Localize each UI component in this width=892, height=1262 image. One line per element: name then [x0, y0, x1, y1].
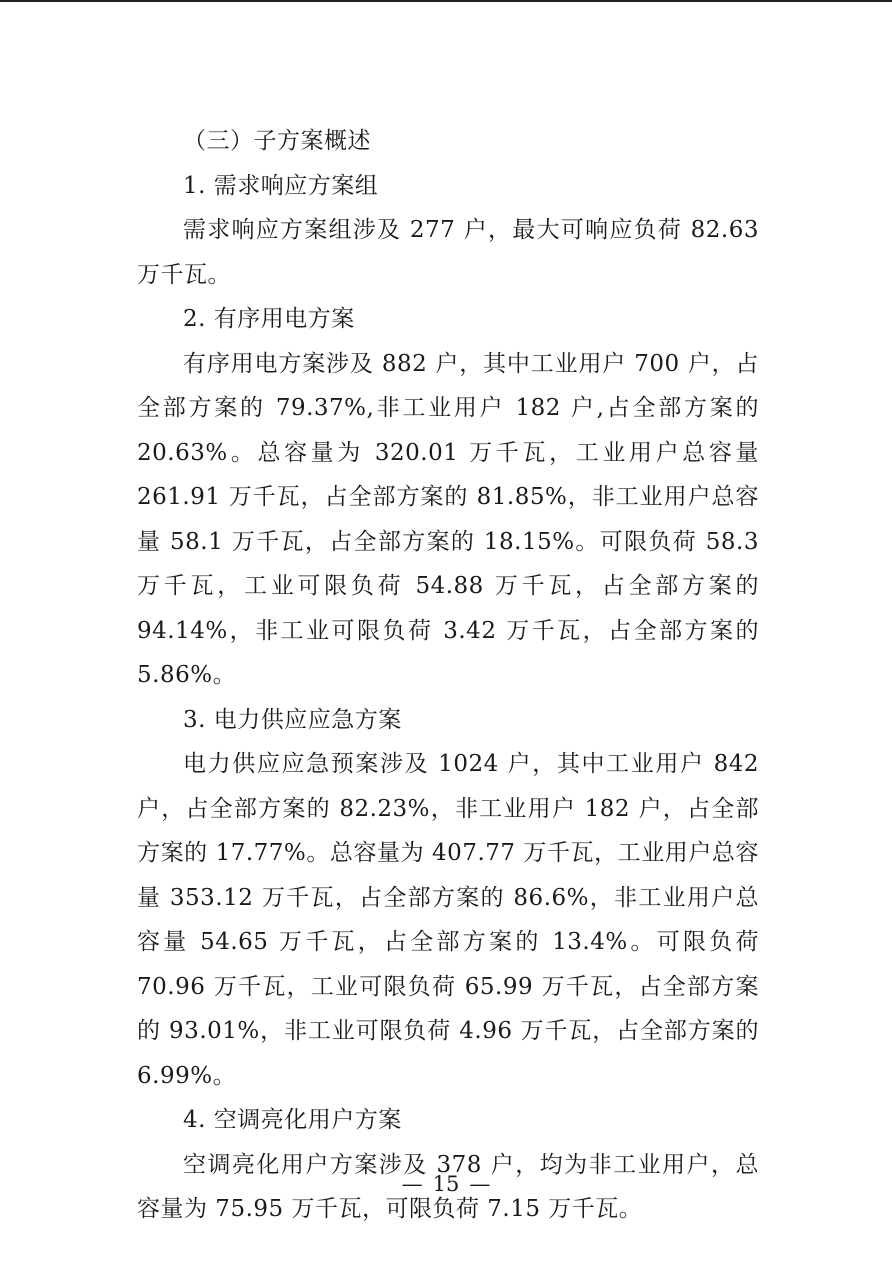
subsection-body-2: 有序用电方案涉及 882 户，其中工业用户 700 户，占全部方案的 79.37%,非工业用户 182 户,占全部方案的 20.63%。总容量为 320.01 万千瓦，工业用户总容量 261.91 万千瓦，占全部方案的 81.85%，非工业用户总容量 58.1 万千瓦，占全部方案的 18.15%。可限负荷 58.3 万千瓦，工业可限负荷 54.88 万千瓦，占全部方案的 94.14%，非工业可限负荷 3.42 万千瓦，占全部方案的 5.86%。 — [137, 350, 759, 688]
page-content — [137, 119, 759, 1232]
subsection-body-3: 电力供应应急预案涉及 1024 户，其中工业用户 842 户，占全部方案的 82.23%，非工业用户 182 户，占全部方案的 17.77%。总容量为 407.77 万千瓦，工业用户总容量 353.12 万千瓦，占全部方案的 86.6%，非工业用户总容量 54.65 万千瓦，占全部方案的 13.4%。可限负荷 70.96 万千瓦，工业可限负荷 65.99 万千瓦，占全部方案的 93.01%，非工业可限负荷 4.96 万千瓦，占全部方案的 6.99%。 — [137, 751, 759, 1089]
subsection-heading-4: 4. 空调亮化用户方案 — [183, 1107, 402, 1133]
subsection-heading-2: 2. 有序用电方案 — [183, 306, 355, 332]
footer-dash-right: — — [469, 1172, 491, 1196]
subsection-body-4: 空调亮化用户方案涉及 378 户，均为非工业用户，总容量为 75.95 万千瓦，可限负荷 7.15 万千瓦。 — [137, 1151, 759, 1222]
footer-dash-left: — — [401, 1172, 423, 1196]
page-footer — [0, 1172, 892, 1196]
subsection-heading-1: 1. 需求响应方案组 — [183, 172, 379, 199]
section-title: （三）子方案概述 — [183, 128, 371, 154]
page-number: 15 — [432, 1172, 460, 1196]
subsection-body-1: 需求响应方案组涉及 277 户，最大可响应负荷 82.63 万千瓦。 — [137, 217, 759, 288]
subsection-heading-3: 3. 电力供应应急方案 — [183, 706, 402, 733]
